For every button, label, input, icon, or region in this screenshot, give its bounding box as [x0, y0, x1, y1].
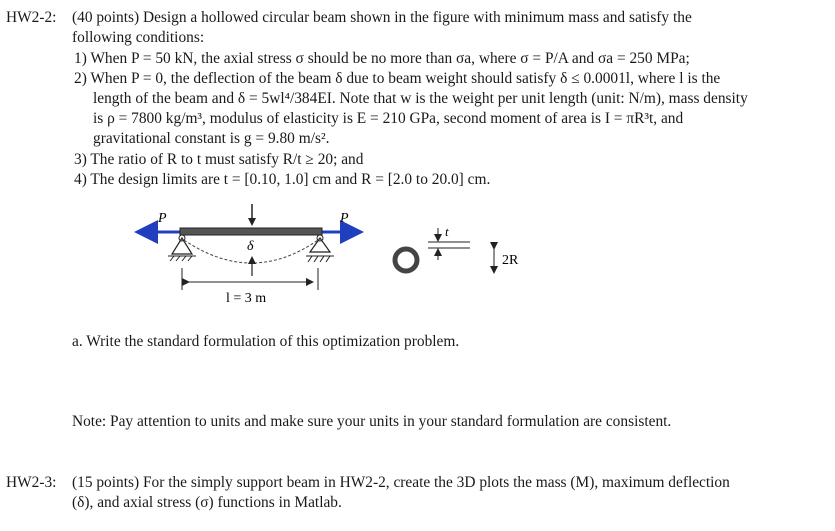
condition-2-cont-2: is ρ = 7800 kg/m³, modulus of elasticity is E = 210 GPa, second moment of area is I = πR³t, and [93, 110, 684, 127]
hw2-2-label: HW2-2: [6, 9, 57, 26]
load-label-left: P [158, 211, 167, 226]
hw2-2-intro: (40 points) Design a hollowed circular beam shown in the figure with minimum mass and satisfy the [72, 9, 692, 26]
part-a: a. Write the standard formulation of this optimization problem. [72, 333, 460, 350]
condition-2-cont-1: length of the beam and δ = 5wl⁴/384EI. Note that w is the weight per unit length (unit: N/m), mass density [93, 90, 748, 107]
condition-2: 2) When P = 0, the deflection of the beam δ due to beam weight should satisfy δ ≤ 0.0001l, where l is the [74, 70, 721, 87]
hw2-3-label: HW2-3: [6, 474, 57, 491]
beam-figure [130, 198, 550, 310]
condition-3: 3) The ratio of R to t must satisfy R/t ≥ 20; and [74, 151, 364, 168]
cross-section-ring [395, 249, 417, 271]
condition-2-cont-3: gravitational constant is g = 9.80 m/s². [93, 130, 330, 147]
length-label: l = 3 m [226, 291, 267, 306]
hw2-3-text: (15 points) For the simply support beam in HW2-2, create the 3D plots the mass (M), maximum deflection [72, 474, 730, 491]
hw2-3-text-cont: (δ), and axial stress (σ) functions in Matlab. [72, 494, 342, 511]
note: Note: Pay attention to units and make sure your units in your standard formulation are consistent. [72, 413, 672, 430]
condition-4: 4) The design limits are t = [0.10, 1.0] cm and R = [2.0 to 20.0] cm. [74, 171, 491, 188]
roller-support-right [306, 235, 334, 262]
load-label-right: P [340, 211, 349, 226]
condition-1: 1) When P = 50 kN, the axial stress σ should be no more than σa, where σ = P/A and σa = 250 MPa; [74, 50, 690, 67]
deflection-label: δ [247, 239, 254, 254]
pin-support-left [168, 235, 196, 261]
radius-label: 2R [502, 253, 519, 268]
thickness-label: t [445, 224, 449, 239]
beam [180, 228, 322, 235]
hw2-2-intro-cont: following conditions: [72, 29, 205, 46]
